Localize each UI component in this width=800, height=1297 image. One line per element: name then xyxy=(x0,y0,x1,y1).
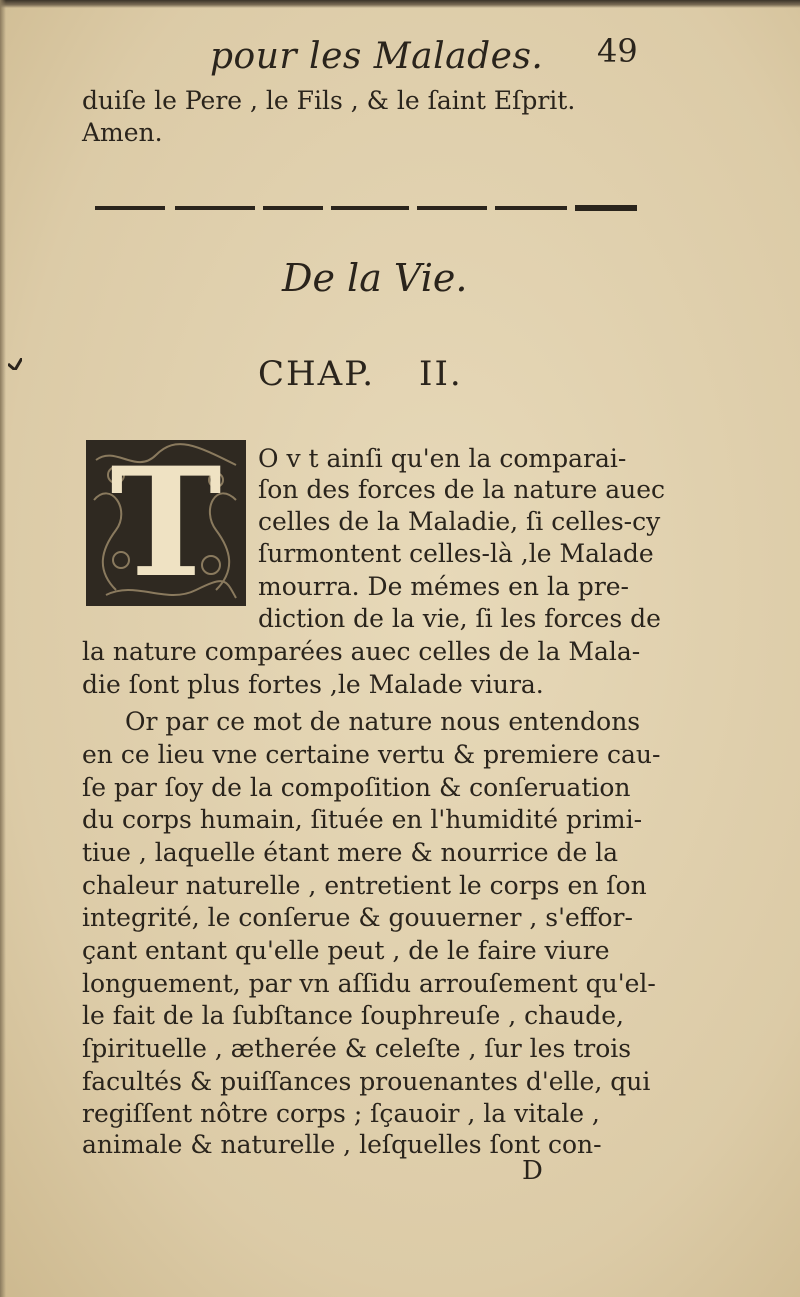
text-line: le fait de la ſubſtance ſouphreuſe , chaude, xyxy=(82,1001,624,1030)
decorated-initial xyxy=(86,435,246,611)
text-line: ſon des forces de la nature auec xyxy=(258,475,665,504)
page-number: 49 xyxy=(597,32,638,70)
text-line: mourra. De mémes en la pre- xyxy=(258,572,630,601)
chapter-label: CHAP. xyxy=(258,354,376,394)
text-line: çant entant qu'elle peut , de le faire viure xyxy=(82,936,610,965)
text-line: diction de la vie, ſi les forces de xyxy=(258,604,661,633)
intro-line: duiſe le Pere , le Fils , & le ſaint Eſprit. xyxy=(82,86,576,115)
chapter-heading xyxy=(258,354,463,394)
text-line: celles de la Maladie, ſi celles-cy xyxy=(258,507,661,536)
text-line: ſe par ſoy de la compoſition & conſeruation xyxy=(82,773,631,802)
text-line: O v t ainſi qu'en la comparai- xyxy=(258,444,627,473)
text-line: animale & naturelle , leſquelles ſont con- xyxy=(82,1130,602,1159)
section-title: De la Vie. xyxy=(282,256,468,300)
text-line: tiue , laquelle étant mere & nourrice de la xyxy=(82,838,619,867)
text-line: ſpirituelle , ætherée & celeſte , ſur les trois xyxy=(82,1034,632,1063)
text-line: la nature comparées auec celles de la Mala- xyxy=(82,637,641,666)
signature-mark: D xyxy=(522,1156,543,1186)
running-title: pour les Malades. xyxy=(210,36,544,77)
text-line: integrité, le conſerue & gouuerner , s'effor- xyxy=(82,903,633,932)
text-line: en ce lieu vne certaine vertu & premiere cau- xyxy=(82,740,661,769)
text-line: die ſont plus fortes ,le Malade viura. xyxy=(82,670,544,699)
page-top-edge xyxy=(0,0,800,8)
text-line: du corps humain, ſituée en l'humidité primi- xyxy=(82,805,643,834)
margin-tick-mark xyxy=(8,358,22,370)
initial-letter: T xyxy=(110,435,222,611)
text-line: ſurmontent celles-là ,le Malade xyxy=(258,539,654,568)
page-left-edge xyxy=(0,0,6,1297)
chapter-number: II. xyxy=(419,354,463,394)
ornamental-rule xyxy=(95,204,637,212)
text-line: regiſſent nôtre corps ; ſçauoir , la vitale , xyxy=(82,1099,600,1128)
intro-line: Amen. xyxy=(82,118,163,147)
text-line: facultés & puiſſances prouenantes d'elle, qui xyxy=(82,1067,651,1096)
text-line: Or par ce mot de nature nous entendons xyxy=(125,707,641,736)
text-line: chaleur naturelle , entretient le corps en ſon xyxy=(82,871,647,900)
text-line: longuement, par vn aſſidu arrouſement qu'el- xyxy=(82,969,656,998)
